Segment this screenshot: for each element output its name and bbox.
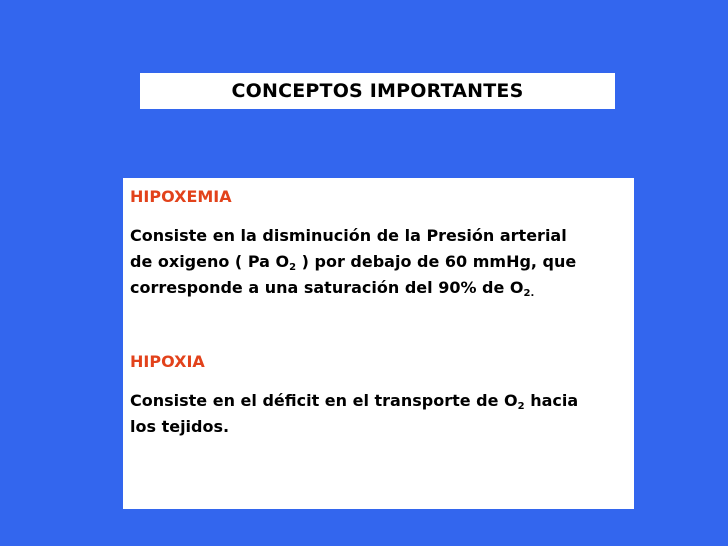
section-body-hipoxia bbox=[130, 388, 634, 440]
content-box bbox=[123, 178, 634, 509]
section-heading-hipoxia: HIPOXIA bbox=[130, 352, 205, 371]
section-heading-hipoxemia: HIPOXEMIA bbox=[130, 187, 232, 206]
body-line: de oxigeno ( Pa $O_2$ ) por debajo de 60 mmHg, que bbox=[130, 252, 577, 273]
title-box bbox=[140, 73, 615, 109]
body-line: Consiste en la disminución de la Presión arterial bbox=[130, 226, 567, 245]
slide-title: CONCEPTOS IMPORTANTES bbox=[231, 80, 524, 102]
body-line: los tejidos. bbox=[130, 417, 230, 436]
section-body-hipoxemia bbox=[130, 223, 634, 301]
body-line: corresponde a una saturación del 90% de $O_{2.}$ bbox=[130, 278, 535, 299]
body-line: Consiste en el déficit en el transporte de $O_2$ hacia bbox=[130, 391, 579, 412]
